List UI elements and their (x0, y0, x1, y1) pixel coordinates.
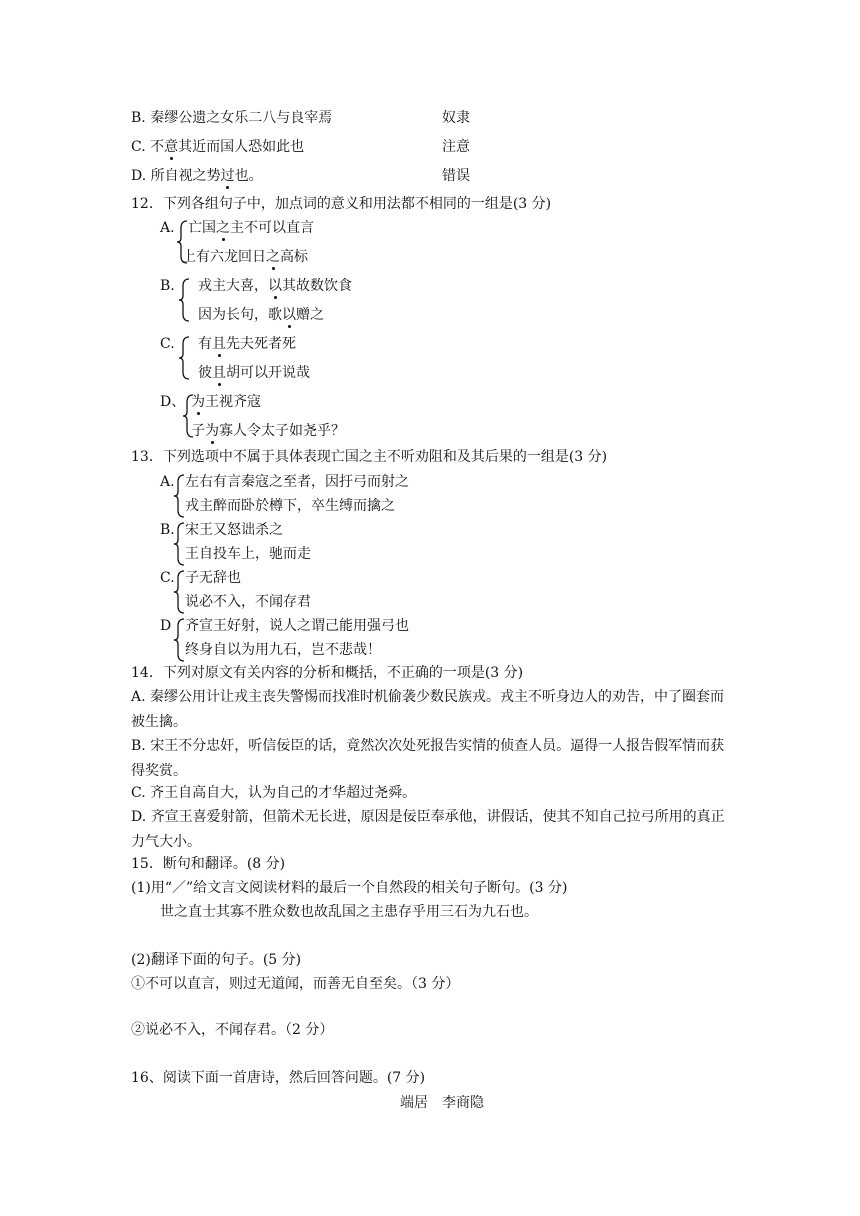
q14-option-a: A. 秦缪公用计让戎主丧失警惕而找准时机偷袭少数民族戎。戎主不听身边人的劝告，中了圈套而被生擒。 (131, 689, 725, 730)
brace-icon (173, 522, 185, 566)
q14-option-d: D. 齐宣王喜爱射箭，但箭术无长进，原因是佞臣奉承他，讲假话，使其不知自己拉弓所用的真正力气大小。 (131, 809, 725, 850)
q12-b-label: B. (160, 278, 175, 294)
q14-option-b: B. 宋王不分忠奸，听信佞臣的话，竟然次次处死报告实情的侦查人员。逼得一人报告假军情而获得奖赏。 (131, 738, 725, 779)
q16-stem: 16、阅读下面一首唐诗，然后回答问题。(7 分) (131, 1070, 426, 1086)
brace-icon (178, 336, 190, 380)
q12-d-line2: 子为寡人令太子如尧乎？ (191, 423, 345, 439)
q12-b-line1: 戎主大喜，以其故数饮食 (198, 278, 352, 294)
q13-d-line2: 终身自以为用九石，岂不悲哉！ (185, 642, 381, 658)
brace-icon (173, 570, 185, 614)
q13-a-label: A. (160, 474, 175, 490)
q15-part2-item1: ①不可以直言，则过无道闻，而善无自至矣。（3 分） (131, 976, 460, 992)
q14-stem: 14．下列对原文有关内容的分析和概括，不正确的一项是(3 分) (131, 665, 524, 681)
q13-stem: 13．下列选项中不属于具体表现亡国之主不听劝阻和及其后果的一组是(3 分) (131, 449, 608, 465)
q13-b-line2: 王自投车上，驰而走 (185, 546, 311, 562)
q13-b-label: B. (160, 522, 175, 538)
q14-option-c: C. 齐王自高自大，认为自己的才华超过尧舜。 (131, 785, 417, 801)
q11-option-b: B. 秦缪公遗之女乐二八与良宰焉 (131, 110, 333, 126)
q15-stem: 15．断句和翻译。(8 分) (131, 856, 286, 872)
q13-c-line1: 子无辞也 (185, 570, 241, 586)
q12-c-line2: 彼且胡可以开说哉 (198, 365, 310, 381)
q15-part1-text: 世之直士其寡不胜众数也故乱国之主患存乎用三石为九石也。 (160, 904, 538, 920)
q12-a-label: A. (160, 220, 175, 236)
q11-option-c: C. 不意其近而国人恐如此也 (131, 139, 305, 155)
q15-part2-prompt: (2)翻译下面的句子。(5 分) (131, 952, 302, 968)
q15-part1-prompt: (1)用“／”给文言文阅读材料的最后一个自然段的相关句子断句。(3 分) (131, 880, 568, 896)
q13-c-line2: 说必不入，不闻存君 (185, 594, 311, 610)
q11-option-d-meaning: 错误 (442, 168, 470, 184)
q12-d-label: D、 (160, 394, 186, 410)
q13-a-line1: 左右有言秦寇之至者，因扜弓而射之 (185, 474, 409, 490)
q13-b-line1: 宋王又怒诎杀之 (185, 522, 283, 538)
q13-d-line1: 齐宣王好射，说人之谓己能用强弓也 (185, 618, 409, 634)
q12-b-line2: 因为长句，歌以赠之 (198, 307, 324, 323)
q12-d-line1: 为王视齐寇 (191, 394, 261, 410)
q12-a-line1: 亡国之主不可以直言 (188, 220, 314, 236)
q13-a-line2: 戎主醉而卧於樽下，卒生缚而擒之 (185, 498, 395, 514)
brace-icon (173, 618, 185, 662)
q12-c-line1: 有且先夫死者死 (198, 336, 296, 352)
q11-option-c-meaning: 注意 (442, 139, 470, 155)
q11-option-b-meaning: 奴隶 (442, 110, 470, 126)
q15-part2-item2: ②说必不入，不闻存君。（2 分） (131, 1022, 334, 1038)
q13-c-label: C. (160, 570, 175, 586)
q11-option-d: D. 所自视之势过也。 (131, 168, 263, 184)
q12-a-line2: 上有六龙回日之高标 (182, 249, 308, 265)
q12-c-label: C. (160, 336, 175, 352)
brace-icon (173, 474, 185, 518)
brace-icon (178, 278, 190, 322)
q13-d-label: D (160, 618, 172, 634)
poem-title: 端居 李商隐 (400, 1095, 484, 1111)
q12-stem: 12．下列各组句子中，加点词的意义和用法都不相同的一组是(3 分) (131, 196, 552, 212)
